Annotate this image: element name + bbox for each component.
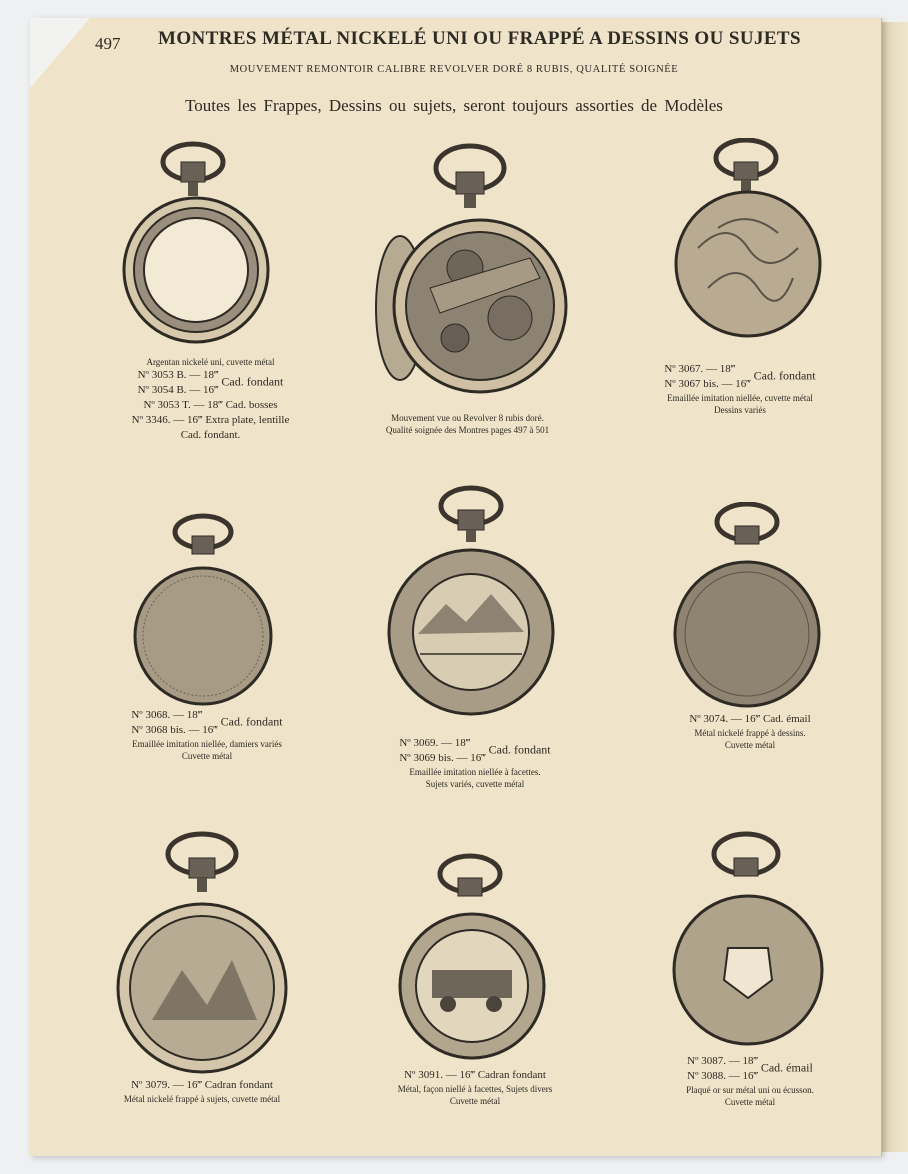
item-line: Nº 3069 bis. — 16‴ (399, 751, 486, 764)
item-3053-caption (88, 356, 333, 442)
folded-corner (30, 18, 90, 88)
item-3069-caption (355, 736, 595, 790)
item-line: Nº 3068 bis. — 16‴ (131, 723, 218, 736)
page-subtitle: MOUVEMENT REMONTOIR CALIBRE REVOLVER DORÉ 8 RUBIS, QUALITÉ SOIGNÉE (229, 64, 679, 75)
item-line: Nº 3053 B. — 18‴ (137, 369, 219, 382)
item-line: Nº 3087. — 18‴ (687, 1055, 759, 1067)
item-line: Nº 3074. — 16‴ Cad. émail (689, 713, 811, 725)
item-description: Argentan nickelé uni, cuvette métal (146, 357, 275, 367)
item-line: Nº 3088. — 16‴ (687, 1069, 759, 1082)
item-3067-caption (620, 362, 860, 416)
item-description: Emaillée imitation niellée à facettes. (409, 766, 541, 777)
item-description: Mouvement vue ou Revolver 8 rubis doré. (391, 413, 544, 423)
watch-floral-engraved-illustration (668, 138, 828, 338)
watch-hunting-scene-illustration (112, 830, 292, 1075)
item-line: Nº 3053 T. — 18‴ Cad. bosses (143, 398, 278, 411)
dial-type: Cad. fondant (220, 714, 283, 729)
movement-revolver-illustration (370, 138, 570, 408)
watch-engraved-pattern-illustration (670, 502, 825, 712)
watch-checkered-illustration (128, 512, 278, 707)
item-description: Emaillée imitation niellée, damiers variés (132, 738, 282, 749)
page-title: MONTRES MÉTAL NICKELÉ UNI OU FRAPPÉ A DESSINS OU SUJETS (158, 28, 801, 49)
item-description: Dessins variés (714, 404, 766, 415)
watch-locomotive-illustration (398, 852, 548, 1067)
item-description: Cuvette métal (181, 750, 233, 761)
item-line: Cad. fondant. (180, 428, 241, 441)
page-tagline: Toutes les Frappes, Dessins ou sujets, seront toujours assorties de Modèles (185, 96, 723, 115)
dial-type: Cad. fondant (488, 742, 551, 757)
item-line: Nº 3054 B. — 16‴ (137, 383, 219, 396)
dial-type: Cad. fondant (221, 374, 284, 389)
dial-type: Cad. émail (760, 1060, 813, 1075)
watch-landscape-illustration (386, 484, 556, 729)
item-description: Sujets variés, cuvette métal (425, 778, 525, 789)
item-3087-caption (630, 1054, 870, 1108)
item-line: Nº 3067 bis. — 16‴ (664, 377, 751, 390)
item-3091-caption (350, 1068, 600, 1107)
item-description: Métal, façon niellé à facettes, Sujets divers (397, 1083, 553, 1094)
item-description: Cuvette métal (724, 739, 776, 750)
item-description: Cuvette métal (449, 1095, 501, 1106)
item-line: Nº 3068. — 18‴ (131, 709, 203, 721)
item-line: Nº 3069. — 18‴ (399, 737, 471, 749)
item-line: Nº 3091. — 16‴ Cadran fondant (404, 1069, 546, 1081)
item-description: Qualité soignée des Montres pages 497 à 501 (385, 425, 550, 436)
dial-type: Cad. fondant (753, 368, 816, 383)
item-description: Plaqué or sur métal uni ou écusson. (686, 1084, 814, 1095)
item-description: Emaillée imitation niellée, cuvette métal (667, 392, 813, 403)
watch-escutcheon-illustration (668, 830, 828, 1050)
item-description: Cuvette métal (724, 1096, 776, 1107)
next-page-edge (882, 22, 908, 1152)
item-line: Nº 3079. — 16‴ Cadran fondant (131, 1079, 273, 1091)
item-description: Métal nickelé frappé à dessins. (694, 727, 806, 738)
movement-caption (345, 412, 590, 436)
item-3079-caption (82, 1078, 322, 1105)
item-line: Nº 3067. — 18‴ (664, 363, 736, 375)
watch-open-case-illustration (118, 138, 278, 353)
item-3068-caption (92, 708, 322, 762)
page-number: 497 (95, 34, 121, 53)
item-line: Nº 3346. — 16‴ Extra plate, lentille (131, 413, 290, 426)
item-3074-caption (630, 712, 870, 751)
item-description: Métal nickelé frappé à sujets, cuvette métal (123, 1093, 281, 1104)
